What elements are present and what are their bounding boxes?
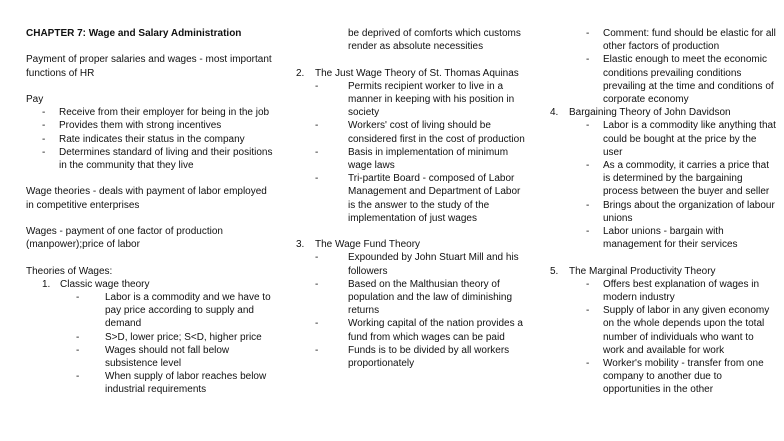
column-3 (550, 0, 776, 397)
list-item: - Basis in implementation of minimum wage laws (315, 146, 509, 172)
continued-list (550, 27, 776, 106)
theory-marginal-productivity: 5. The Marginal Productivity Theory - Offers best explanation of wages in modern industry - Supply of labor in any given economy on the whole depends upon the total number of individuals who want to work and available for work - Worker's mobility - transfer from one company to another due to opportunities in the other (550, 265, 776, 397)
list-item: - Supply of labor in any given economy on the whole depends upon the total number of individuals who want to work and available for work (586, 305, 770, 356)
list-item: - When supply of labor reaches below industrial requirements (76, 371, 267, 396)
list-item: - Permits recipient worker to live in a manner in keeping with his position in society (315, 80, 515, 119)
list-item: - Worker's mobility - transfer from one company to another due to opportunities in the other (586, 358, 764, 396)
list-item: - Expounded by John Stuart Mill and his followers (315, 252, 519, 277)
list-item: - Working capital of the nation provides a fund from which wages can be paid (315, 318, 523, 343)
list-item: - Wages should not fall below subsistence level (76, 344, 230, 369)
pay-list (26, 106, 276, 172)
list-item: - Labor unions - bargain with management for their services (586, 226, 738, 251)
theory-wage-fund: 3. The Wage Fund Theory - Expounded by John Stuart Mill and his followers - Based on the Malthusian theory of population and the law of diminishing returns - Working capital of the nation provides a fund from which wages can be paid - Funds is to be divided by all workers proportionately (296, 238, 526, 370)
list-item: - Brings about the organization of labour unions (586, 199, 775, 224)
theory-just-wage: 2. The Just Wage Theory of St. Thomas Aquinas - Permits recipient worker to live in a manner in keeping with his position in society - Workers' cost of living should be considered first in the cost of production - Basis in implementation of minimum wage laws - Tri-partite Board - composed of Labor Management and Department of Labor is the answer to the study of the implementation of just wages (296, 67, 525, 224)
wage-theories-paragraph: Wage theories - deals with payment of labor employed in competitive enterprises (26, 186, 267, 211)
list-item: - S>D, lower price; S<D, higher price (76, 331, 262, 343)
list-item: - Based on the Malthusian theory of population and the law of diminishing returns (315, 278, 512, 317)
chapter-title: CHAPTER 7: Wage and Salary Administration (26, 28, 242, 39)
list-item: - Tri-partite Board - composed of Labor Management and Department of Labor is the answer to the study of the implementation of just wages (315, 173, 521, 224)
list-item: - Determines standard of living and their positions in the community that they live (42, 146, 273, 171)
list-item: - Receive from their employer for being in the job (42, 107, 270, 119)
continued-text: be deprived of comforts which customs render as absolute necessities (348, 28, 521, 53)
list-item: - Provides them with strong incentives (42, 120, 222, 132)
pay-heading: Pay (26, 93, 44, 105)
theories-list (26, 278, 276, 397)
column-2 (296, 0, 526, 370)
list-item: - Comment: fund should be elastic for all other factors of production (586, 28, 776, 53)
list-item: - Labor is a commodity and we have to pay price according to supply and demand (76, 291, 271, 330)
list-item: - As a commodity, it carries a price that is determined by the bargaining process between the buyer and seller (586, 160, 770, 198)
list-item: - Elastic enough to meet the economic conditions prevailing conditions prevailing at the time and conditions of corporate economy (586, 54, 774, 106)
intro-paragraph: Payment of proper salaries and wages - most important functions of HR (26, 54, 272, 79)
list-item: - Offers best explanation of wages in modern industry (586, 278, 760, 304)
theories-heading: Theories of Wages: (26, 265, 113, 277)
list-item: - Funds is to be divided by all workers proportionately (315, 344, 510, 370)
list-item: - Rate indicates their status in the company (42, 133, 245, 145)
theory-bargaining: 4. Bargaining Theory of John Davidson - Labor is a commodity like anything that could be bought at the price by the user - As a commodity, it carries a price that is determined by the bargaining process between the buyer and seller - Brings about the organization of labour unions - Labor unions - bargain with management for their services (550, 107, 776, 251)
list-item: - Workers' cost of living should be considered first in the cost of production (315, 120, 525, 145)
theory-classic: 1. Classic wage theory - Labor is a commodity and we have to pay price according to supply and demand - S>D, lower price; S<D, higher price - Wages should not fall below subsistence level - When supply of labor reaches below industrial requirements (26, 278, 276, 397)
wages-definition: Wages - payment of one factor of production (manpower);price of labor (26, 225, 223, 251)
column-1 (26, 0, 276, 397)
list-item: - Labor is a commodity like anything that could be bought at the price by the user (586, 120, 776, 158)
